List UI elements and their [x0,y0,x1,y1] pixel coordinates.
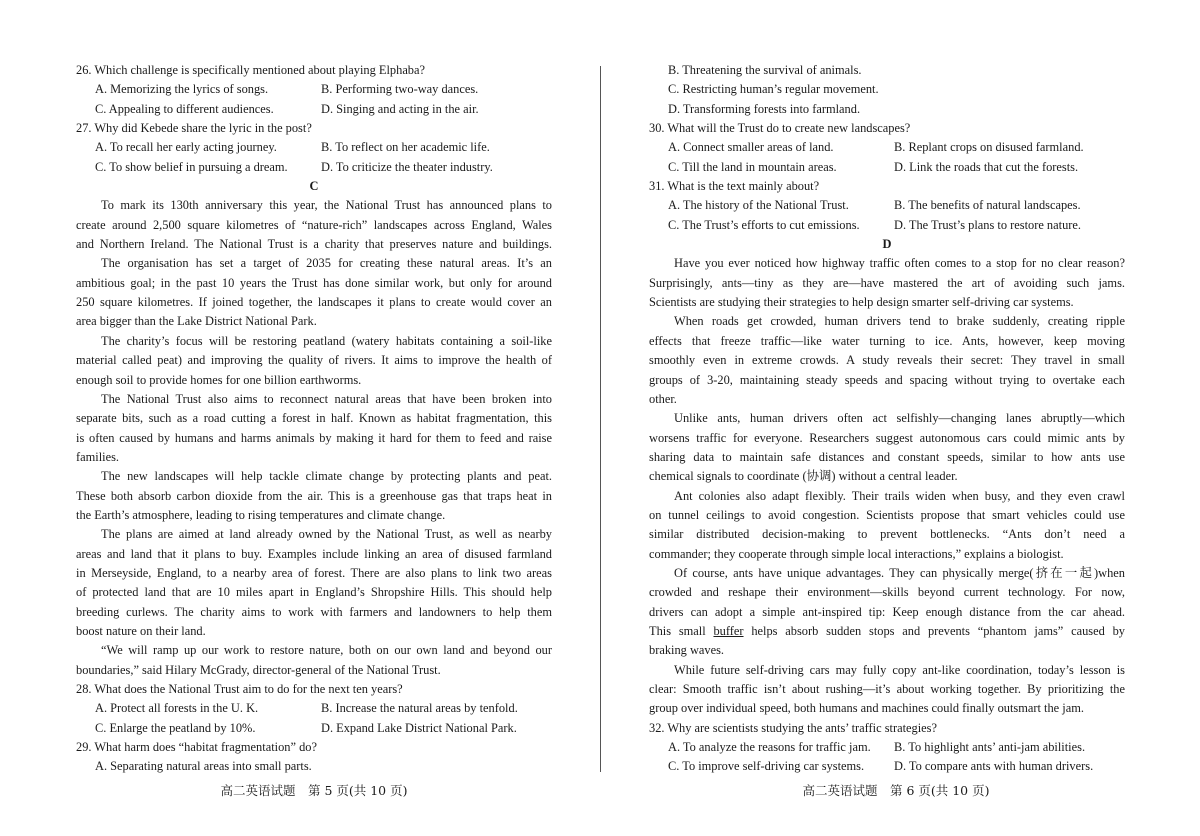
answer-options-row [649,757,1125,776]
text-line: is often caused by humans and harms animals by making it hard for them to feed and raise [76,430,552,445]
text-line: boundaries,” said Hilary McGrady, director-general of the National Trust. [76,662,441,677]
text-fragment: This small [649,623,714,638]
answer-options-row [76,100,552,119]
answer-option: B. Increase the natural areas by tenfold. [321,701,518,716]
text-line: group over individual speed, both humans and machines could finally outsmart the jam. [649,701,1084,716]
answer-option: B. Replant crops on disused farmland. [894,140,1084,155]
section-heading: D [882,237,892,252]
text-line: separate bits, such as a road cutting a forest in half. Known as habitat fragmentation, this [76,411,552,426]
text-line: on tunnel ceilings to avoid congestion. Scientists propose that smart vehicles could use [649,507,1125,522]
answer-option: C. To show belief in pursuing a dream. [95,159,288,174]
answer-option: D. To compare ants with human drivers. [894,759,1094,774]
paragraph-first-line: The plans are aimed at land already owned by the National Trust, as well as nearby [101,527,552,542]
paragraph-first-line: When roads get crowded, human drivers tend to brake suddenly, creating ripple [674,314,1125,329]
text-line: the Earth’s atmosphere, leading to rising temperatures and climate change. [76,507,446,522]
answer-options-row [649,138,1125,157]
answer-option: C. To improve self-driving car systems. [668,759,865,774]
underlined-word: buffer [713,623,744,638]
answer-option: C. Enlarge the peatland by 10%. [95,720,256,735]
text-line: Scientists are studying their strategies to help design smarter self-driving car systems. [649,295,1074,310]
answer-option: D. Transforming forests into farmland. [668,101,861,116]
answer-options-row [649,738,1125,757]
paragraph-first-line: The new landscapes will help tackle climate change by protecting plants and peat. [101,469,552,484]
answer-options-row [76,158,552,177]
text-line: of protected land that are 10 miles apart in England’s Shropshire Hills. This should help [76,585,552,600]
answer-option: C. Restricting human’s regular movement. [668,82,879,97]
paragraph-first-line: The National Trust also aims to reconnect natural areas that have been broken into [101,391,552,406]
text-line: boost nature on their land. [76,623,206,638]
text-line: These both absorb carbon dioxide from the air. This is a greenhouse gas that traps heat in [76,488,552,503]
text-line: effects that freeze traffic—like water turning to ice. Ants, however, keep moving [649,333,1125,348]
text-line: 250 square kilometres. If joined together, the landscapes it plans to create would cover an [76,295,552,310]
text-line: sharing data to maintain safe distances and constant speeds, similar to how ants use [649,449,1125,464]
text-line: commander; they cooperate through simple local interactions,” explains a biologist. [649,546,1064,561]
question-stem: 29. What harm does “habitat fragmentation” do? [76,740,317,755]
text-line: ambitious goal; in the past 10 years the Trust has done similar work, but only for around [76,275,552,290]
answer-option: D. The Trust’s plans to restore nature. [894,217,1081,232]
column-divider [600,66,601,772]
text-line: area bigger than the Lake District National Park. [76,314,317,329]
answer-option: A. Connect smaller areas of land. [668,140,834,155]
answer-options-row [76,719,552,738]
text-line: groups of 3-20, maintaining steady speeds and spacing without trying to overtake each [649,372,1125,387]
question-stem: 32. Why are scientists studying the ants’ traffic strategies? [649,720,938,735]
answer-option: B. Performing two-way dances. [321,82,479,97]
answer-option: B. To highlight ants’ anti-jam abilities. [894,740,1086,755]
text-line: enough soil to provide homes for one billion earthworms. [76,372,362,387]
paragraph-first-line: Of course, ants have unique advantages. They can physically merge(挤在一起)when [674,565,1125,580]
text-fragment: helps absorb sudden stops and prevents “phantom jams” caused by [743,623,1125,638]
text-line: breeding curlews. The charity aims to work with farmers and landowners to help them [76,604,552,619]
answer-option: C. Till the land in mountain areas. [668,159,837,174]
answer-options-row [649,216,1125,235]
text-line: other. [649,391,677,406]
paragraph-first-line: Ant colonies also adapt flexibly. Their trails widen when busy, and they even crawl [674,488,1125,503]
text-line: areas and land that it plans to buy. Examples include linking an area of disused farmland [76,546,552,561]
paragraph-first-line: Unlike ants, human drivers often act selfishly—changing lanes abruptly—which [674,411,1125,426]
footer-right: 高二英语试题 第 6 页(共 10 页) [802,783,990,798]
text-line: Surprisingly, ants—tiny as they are—have mastered the art of avoiding such jams. [649,275,1125,290]
answer-option: A. To analyze the reasons for traffic jam. [668,740,871,755]
paragraph-first-line: While future self-driving cars may fully copy ant-like coordination, today’s lesson is [674,662,1125,677]
answer-option: C. The Trust’s efforts to cut emissions. [668,217,860,232]
question-stem: 26. Which challenge is specifically mentioned about playing Elphaba? [76,63,426,77]
text-line: worsens traffic for everyone. Researchers suggest autonomous cars could mimic ants by [649,430,1125,445]
answer-option: A. To recall her early acting journey. [95,140,277,155]
answer-options-row [649,158,1125,177]
paragraph-first-line: “We will ramp up our work to restore nature, both on our own land and beyond our [101,643,552,658]
answer-option: B. Threatening the survival of animals. [668,63,862,77]
text-line: similar distributed decision-making to prevent bottlenecks. “Ants don’t need a [649,527,1125,542]
answer-options-row [76,699,552,718]
paragraph-first-line: The charity’s focus will be restoring peatland (watery habitats containing a soil-like [101,333,552,348]
answer-option: D. Expand Lake District National Park. [321,720,517,735]
answer-options-row [76,80,552,99]
text-line: braking waves. [649,643,725,658]
left-column [76,61,552,777]
answer-option: A. Protect all forests in the U. K. [95,701,259,716]
text-line: families. [76,449,120,464]
text-line: crowded and reshape their environment—skills beyond current technology. For now, [649,585,1125,600]
answer-option: C. Appealing to different audiences. [95,101,274,116]
right-column [649,61,1125,777]
question-stem: 27. Why did Kebede share the lyric in the post? [76,121,312,136]
text-line: and Northern Ireland. The National Trust is a charity that preserves nature and buildings. [76,237,552,252]
text-line: clear: Smooth traffic isn’t about rushing—it’s about working together. By prioritizing the [649,682,1125,696]
text-line: in Merseyside, England, to a nearby area of forest. There are also plans to link two areas [76,565,552,580]
text-line: drivers can adopt a simple ant-inspired tip: Keep enough distance from the car ahead. [649,604,1125,619]
answer-option: A. Separating natural areas into small parts. [95,759,312,774]
answer-option: D. To criticize the theater industry. [321,159,493,174]
question-stem: 28. What does the National Trust aim to do for the next ten years? [76,682,403,696]
answer-option: A. The history of the National Trust. [668,198,849,213]
text-line: smoothly even in extreme crowds. A study reveals their secret: They travel in small [649,353,1125,368]
text-line: chemical signals to coordinate (协调) without a central leader. [649,469,958,484]
question-stem: 31. What is the text mainly about? [649,179,820,194]
text-line: material called peat) and improving the quality of rivers. It aims to improve the health of [76,353,552,368]
question-stem: 30. What will the Trust do to create new landscapes? [649,121,911,136]
answer-option: D. Link the roads that cut the forests. [894,159,1079,174]
answer-options-row [76,138,552,157]
text-line: create around 2,500 square kilometres of “nature-rich” landscapes across England, Wales [76,217,552,232]
answer-option: A. Memorizing the lyrics of songs. [95,82,269,97]
footer-left: 高二英语试题 第 5 页(共 10 页) [220,783,408,798]
paragraph-first-line: Have you ever noticed how highway traffic often comes to a stop for no clear reason? [674,256,1125,271]
answer-option: D. Singing and acting in the air. [321,101,479,116]
answer-option: B. To reflect on her academic life. [321,140,490,155]
paragraph-first-line: The organisation has set a target of 2035 for creating these natural areas. It’s an [101,256,552,271]
text-line [649,622,1125,641]
paragraph-first-line: To mark its 130th anniversary this year, the National Trust has announced plans to [101,198,552,213]
answer-option: B. The benefits of natural landscapes. [894,198,1081,213]
section-heading: C [309,179,319,194]
answer-options-row [649,196,1125,215]
